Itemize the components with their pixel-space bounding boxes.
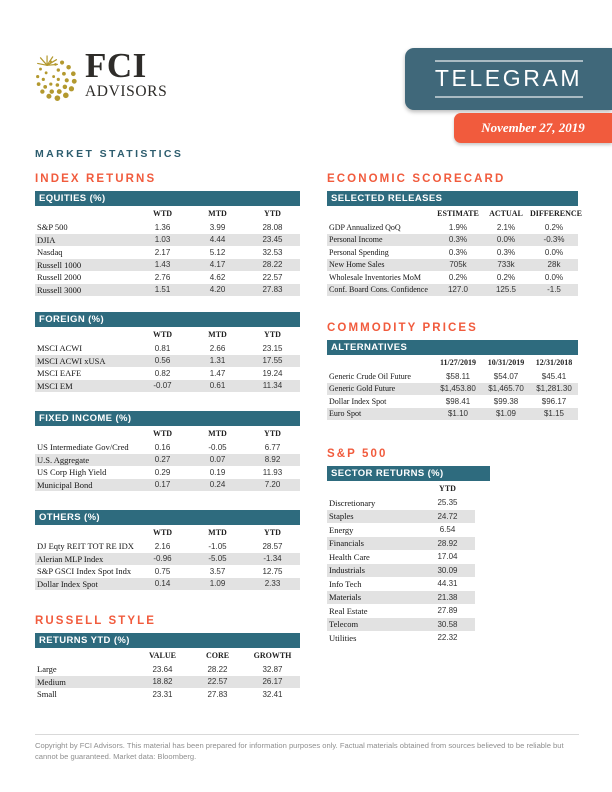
row-label: Personal Income (329, 235, 383, 245)
row-label: Russell 2000 (37, 272, 82, 283)
cell-value: $98.41 (445, 396, 471, 406)
table-title-bar (327, 340, 578, 355)
row-label: Russell 1000 (37, 259, 82, 270)
row-label: Dollar Index Spot (37, 578, 98, 589)
cell-value: -1.05 (208, 541, 227, 551)
section-heading-index-returns: INDEX RETURNS (35, 173, 157, 185)
row-label: MSCI EM (37, 380, 73, 391)
table-row (327, 550, 475, 564)
table-row (327, 370, 578, 383)
table-row (327, 591, 475, 605)
column-header-row (327, 481, 475, 496)
row-label: Small (37, 689, 57, 700)
table-title-bar (327, 466, 490, 481)
cell-value: 1.09 (209, 579, 226, 589)
cell-value: $96.17 (541, 396, 567, 406)
cell-value: 11.34 (262, 381, 283, 391)
column-header-row (327, 355, 578, 370)
cell-value: 0.24 (209, 480, 226, 490)
cell-value: 23.64 (152, 664, 173, 674)
table-row (35, 454, 300, 467)
banner-rule-top (435, 60, 583, 62)
table-title-bar (35, 510, 300, 525)
cell-value: 28k (547, 260, 561, 270)
cell-value: 21.38 (437, 592, 458, 602)
cell-value: -0.07 (153, 381, 172, 391)
cell-value: 4.17 (209, 260, 226, 270)
cell-value: 0.2% (544, 222, 564, 232)
column-header-row (35, 206, 300, 221)
column-header: YTD (264, 429, 281, 438)
cell-value: 4.44 (209, 235, 226, 245)
table-row (35, 367, 300, 380)
cell-value: 1.51 (154, 285, 171, 295)
cell-value: 27.83 (262, 285, 283, 295)
cell-value: 2.16 (154, 541, 171, 551)
row-label: Euro Spot (329, 409, 362, 419)
cell-value: 11.93 (262, 467, 283, 477)
cell-value: 0.3% (448, 235, 468, 245)
cell-value: 0.2% (448, 272, 468, 282)
column-header-row (35, 525, 300, 540)
table-title: SELECTED RELEASES (331, 193, 443, 204)
cell-value: 30.58 (437, 619, 458, 629)
table-row (35, 259, 300, 272)
cell-value: 22.57 (207, 677, 228, 687)
cell-value: 27.83 (207, 689, 228, 699)
column-header: MTD (208, 528, 227, 537)
table-row (35, 466, 300, 479)
row-label: Personal Spending (329, 247, 389, 257)
cell-value: $1.15 (543, 409, 565, 419)
row-label: Utilities (329, 632, 357, 643)
row-label: Nasdaq (37, 247, 63, 258)
cell-value: 7.20 (264, 480, 281, 490)
cell-value: 2.33 (264, 579, 281, 589)
cell-value: 0.81 (154, 343, 171, 353)
cell-value: -5.05 (208, 554, 227, 564)
cell-value: 25.35 (437, 498, 458, 508)
column-header: GROWTH (253, 651, 292, 660)
footer-divider (35, 734, 579, 735)
cell-value: 2.66 (209, 343, 226, 353)
table-row (35, 540, 300, 553)
row-label: Staples (329, 511, 354, 522)
table-row (327, 510, 475, 524)
table-row (35, 676, 300, 689)
cell-value: 1.03 (154, 235, 171, 245)
table-row (327, 271, 578, 284)
table-row (35, 221, 300, 234)
cell-value: 0.29 (154, 467, 171, 477)
table-row (327, 496, 475, 510)
table-title-bar (327, 191, 578, 206)
content-columns (35, 171, 583, 701)
cell-value: 0.07 (209, 455, 226, 465)
row-label: Russell 3000 (37, 284, 82, 295)
row-label: Real Estate (329, 605, 368, 616)
table-row (327, 631, 475, 645)
table-title-bar (35, 191, 300, 206)
row-label: S&P 500 (37, 222, 68, 233)
cell-value: 2.17 (154, 247, 171, 257)
cell-value: -0.96 (153, 554, 172, 564)
column-header-row (35, 648, 300, 663)
section-heading-russell-style: RUSSELL STYLE (35, 615, 157, 627)
row-label: DJIA (37, 234, 56, 245)
row-label: Generic Crude Oil Future (329, 371, 411, 381)
table-title-bar (35, 312, 300, 327)
cell-value: $1,281.30 (536, 384, 572, 394)
column-header: 10/31/2019 (487, 358, 525, 367)
cell-value: $99.38 (493, 396, 519, 406)
table-row (35, 284, 300, 297)
column-header: ESTIMATE (437, 209, 479, 218)
logo-subname: ADVISORS (85, 83, 168, 101)
row-label: Energy (329, 524, 354, 535)
fci-advisors-logo (33, 46, 168, 105)
table-title-bar (35, 633, 300, 648)
table-row (35, 271, 300, 284)
cell-value: $54.07 (493, 371, 519, 381)
column-header: 11/27/2019 (439, 358, 476, 367)
table-row (327, 284, 578, 297)
cell-value: 44.31 (437, 579, 458, 589)
row-label: DJ Eqty REIT TOT RE IDX (37, 541, 134, 552)
cell-value: 23.15 (262, 343, 283, 353)
cell-value: 0.3% (496, 247, 516, 257)
cell-value: 0.14 (154, 579, 171, 589)
cell-value: 23.45 (262, 235, 283, 245)
table-row (35, 246, 300, 259)
report-date: November 27, 2019 (481, 120, 585, 135)
cell-value: 3.57 (209, 566, 226, 576)
table-row (35, 565, 300, 578)
cell-value: 0.75 (154, 566, 171, 576)
table-row (35, 663, 300, 676)
row-label: Generic Gold Future (329, 384, 396, 394)
column-header: WTD (152, 429, 173, 438)
table-row (327, 234, 578, 247)
row-label: MSCI EAFE (37, 368, 82, 379)
row-label: S&P GSCI Index Spot Indx (37, 566, 132, 577)
row-label: GDP Annualized QoQ (329, 222, 401, 232)
column-header-row (327, 206, 583, 221)
cell-value: 12.75 (262, 566, 283, 576)
cell-value: 1.43 (154, 260, 171, 270)
table-title: RETURNS YTD (%) (39, 635, 130, 646)
table-row (327, 221, 578, 234)
column-header: WTD (152, 330, 173, 339)
table-row (327, 395, 578, 408)
cell-value: 17.55 (262, 356, 283, 366)
row-label: Info Tech (329, 578, 362, 589)
left-column (35, 171, 300, 701)
cell-value: 0.2% (496, 272, 516, 282)
cell-value: 1.31 (209, 356, 226, 366)
table-row (35, 380, 300, 393)
row-label: New Home Sales (329, 260, 385, 270)
cell-value: 27.89 (437, 606, 458, 616)
table-row (327, 408, 578, 421)
table-others (35, 510, 300, 590)
cell-value: 22.32 (437, 633, 458, 643)
table-row (35, 441, 300, 454)
column-header: 12/31/2018 (535, 358, 573, 367)
cell-value: 2.76 (154, 272, 171, 282)
row-label: Large (37, 664, 57, 675)
column-header: WTD (152, 209, 173, 218)
cell-value: 3.99 (209, 222, 226, 232)
row-label: Medium (37, 676, 66, 687)
cell-value: 5.12 (209, 247, 226, 257)
row-label: Industrials (329, 565, 365, 576)
row-label: Municipal Bond (37, 479, 93, 490)
date-banner (454, 113, 612, 143)
table-row (35, 688, 300, 701)
cell-value: 24.72 (437, 511, 458, 521)
footer-disclaimer: Copyright by FCI Advisors. This material has been prepared for information purposes only. Factual materials obtained from sources believed to be reliable but cannot be guaranteed. Market data: Bloomberg. (35, 741, 564, 762)
cell-value: 6.77 (264, 442, 281, 452)
cell-value: 0.19 (209, 467, 226, 477)
cell-value: 30.09 (437, 565, 458, 575)
cell-value: 28.22 (262, 260, 283, 270)
row-label: Telecom (329, 619, 359, 630)
table-alternatives (327, 340, 578, 420)
cell-value: 1.9% (448, 222, 468, 232)
cell-value: 1.47 (209, 368, 226, 378)
cell-value: $1,465.70 (488, 384, 524, 394)
cell-value: 733k (497, 260, 515, 270)
cell-value: 0.56 (154, 356, 171, 366)
cell-value: -1.34 (263, 554, 282, 564)
right-column (327, 171, 583, 701)
table-fixed-income (35, 411, 300, 491)
table-row (327, 523, 475, 537)
column-header: YTD (264, 528, 281, 537)
section-heading-commodity-prices: COMMODITY PRICES (327, 322, 478, 334)
table-row (327, 537, 475, 551)
cell-value: 23.31 (152, 689, 173, 699)
table-row (327, 564, 475, 578)
table-row (35, 479, 300, 492)
table-row (327, 383, 578, 396)
logo-wordmark (85, 46, 168, 101)
cell-value: 28.57 (262, 541, 283, 551)
cell-value: -0.05 (208, 442, 227, 452)
cell-value: -1.5 (547, 285, 561, 295)
cell-value: $58.11 (446, 371, 470, 381)
row-label: US Corp High Yield (37, 467, 107, 478)
logo-name: FCI (85, 46, 147, 85)
row-label: U.S. Aggregate (37, 454, 90, 465)
row-label: Wholesale Inventories MoM (329, 272, 421, 282)
table-row (35, 553, 300, 566)
row-label: Materials (329, 592, 362, 603)
cell-value: 8.92 (264, 455, 281, 465)
cell-value: $45.41 (541, 371, 567, 381)
table-title: ALTERNATIVES (331, 342, 408, 353)
table-selected-releases (327, 191, 583, 296)
row-label: Health Care (329, 551, 370, 562)
row-label: Dollar Index Spot (329, 396, 387, 406)
cell-value: 125.5 (495, 285, 517, 295)
column-header: MTD (208, 209, 227, 218)
cell-value: 22.57 (262, 272, 283, 282)
cell-value: 0.17 (154, 480, 171, 490)
column-header: WTD (152, 528, 173, 537)
page-title: MARKET STATISTICS (35, 148, 184, 160)
table-row (327, 618, 475, 632)
cell-value: 32.87 (262, 664, 283, 674)
cell-value: 4.62 (209, 272, 226, 282)
cell-value: 2.1% (496, 222, 516, 232)
table-row (327, 246, 578, 259)
column-header: CORE (205, 651, 230, 660)
cell-value: $1.10 (447, 409, 469, 419)
cell-value: -0.3% (543, 235, 565, 245)
cell-value: 0.3% (448, 247, 468, 257)
column-header: YTD (439, 484, 456, 493)
cell-value: 28.08 (262, 222, 283, 232)
cell-value: 6.54 (439, 525, 456, 535)
row-label: Discretionary (329, 497, 376, 508)
cell-value: 0.0% (544, 272, 564, 282)
section-heading-economic-scorecard: ECONOMIC SCORECARD (327, 173, 506, 185)
column-header-row (35, 327, 300, 342)
table-title: FOREIGN (%) (39, 314, 105, 325)
table-row (35, 234, 300, 247)
table-row (327, 259, 578, 272)
cell-value: 28.92 (437, 538, 458, 548)
cell-value: 0.0% (496, 235, 516, 245)
table-row (35, 355, 300, 368)
row-label: MSCI ACWI xUSA (37, 355, 106, 366)
column-header-row (35, 426, 300, 441)
cell-value: 0.16 (154, 442, 171, 452)
cell-value: $1,453.80 (440, 384, 476, 394)
banner-title: TELEGRAM (434, 65, 583, 91)
cell-value: 32.53 (262, 247, 283, 257)
table-returns-ytd (35, 633, 300, 701)
cell-value: 0.61 (209, 381, 226, 391)
table-row (35, 578, 300, 591)
row-label: MSCI ACWI (37, 343, 83, 354)
table-row (327, 604, 475, 618)
table-row (327, 577, 475, 591)
page-footer (35, 734, 579, 763)
column-header: MTD (208, 330, 227, 339)
cell-value: 1.36 (154, 222, 171, 232)
cell-value: 0.27 (154, 455, 171, 465)
cell-value: 32.41 (262, 689, 283, 699)
column-header: YTD (264, 330, 281, 339)
cell-value: 4.20 (209, 285, 226, 295)
table-title: EQUITIES (%) (39, 193, 106, 204)
row-label: Alerian MLP Index (37, 553, 104, 564)
column-header: ACTUAL (489, 209, 523, 218)
table-title: OTHERS (%) (39, 512, 100, 523)
cell-value: 19.24 (262, 368, 283, 378)
cell-value: 0.0% (544, 247, 564, 257)
cell-value: 17.04 (437, 552, 458, 562)
row-label: Conf. Board Cons. Confidence (329, 285, 428, 295)
column-header: DIFFERENCE (530, 209, 583, 218)
cell-value: 705k (449, 260, 467, 270)
table-foreign (35, 312, 300, 392)
table-title-bar (35, 411, 300, 426)
row-label: Financials (329, 538, 364, 549)
banner-rule-bottom (435, 96, 583, 98)
cell-value: 18.82 (152, 677, 173, 687)
row-label: US Intermediate Gov/Cred (37, 442, 129, 453)
column-header: VALUE (149, 651, 176, 660)
cell-value: 0.82 (154, 368, 171, 378)
fci-globe-icon (33, 50, 78, 105)
table-sector-returns (327, 466, 578, 645)
cell-value: 28.22 (207, 664, 228, 674)
table-title: SECTOR RETURNS (%) (331, 468, 444, 479)
column-header: MTD (208, 429, 227, 438)
table-row (35, 342, 300, 355)
table-equities (35, 191, 300, 296)
column-header: YTD (264, 209, 281, 218)
cell-value: 26.17 (262, 677, 283, 687)
section-heading-sp500: S&P 500 (327, 448, 388, 460)
table-title: FIXED INCOME (%) (39, 413, 132, 424)
telegram-banner (405, 48, 612, 110)
cell-value: $1.09 (495, 409, 517, 419)
cell-value: 127.0 (447, 285, 469, 295)
